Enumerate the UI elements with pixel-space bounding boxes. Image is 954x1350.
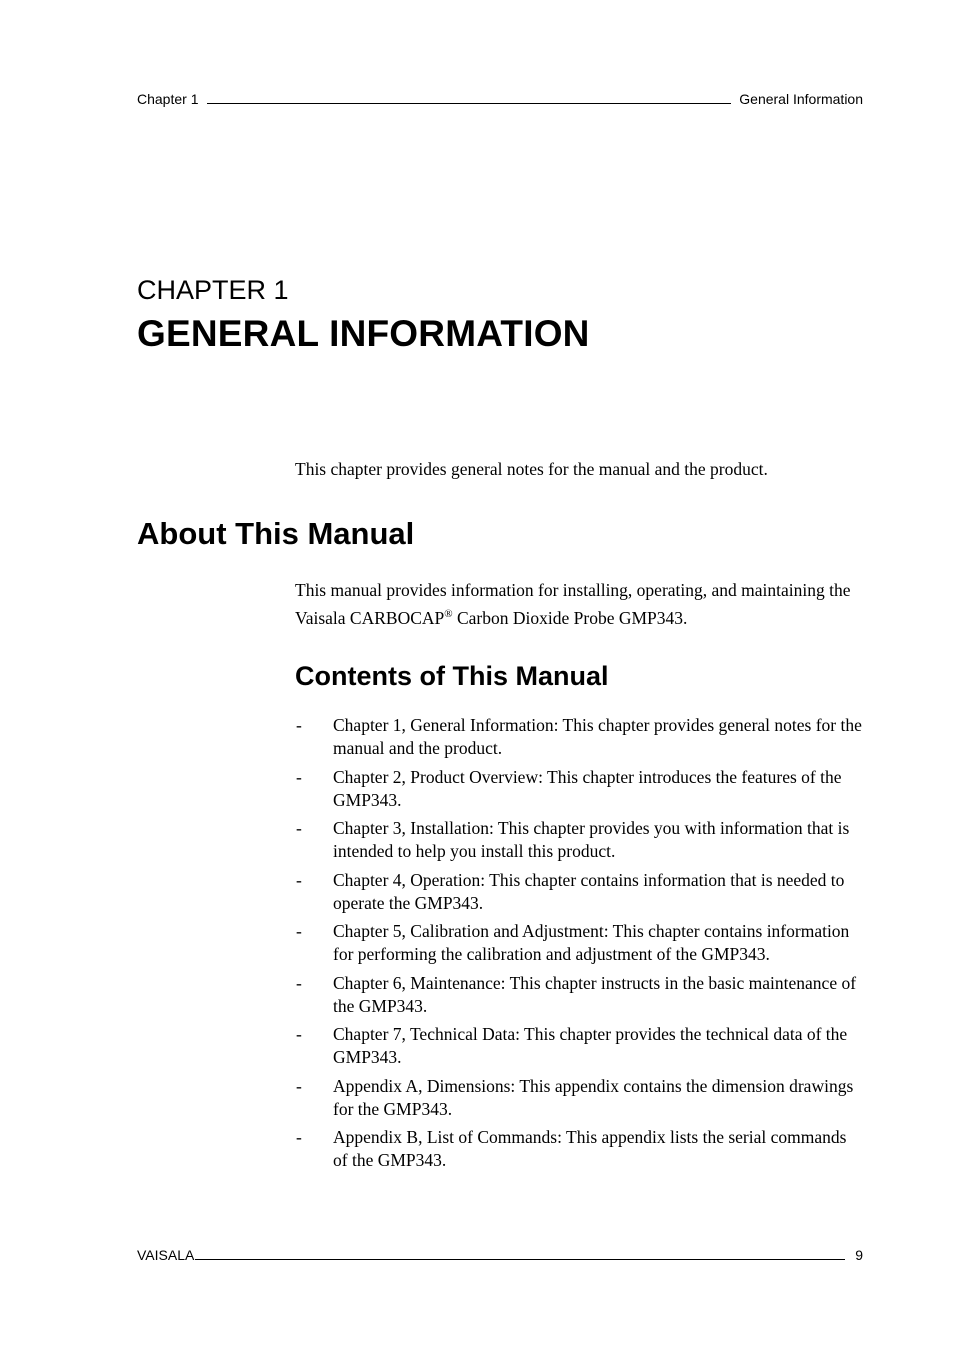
about-heading: About This Manual bbox=[137, 516, 415, 551]
header-chapter: Chapter 1 bbox=[137, 91, 199, 107]
list-bullet: - bbox=[296, 818, 302, 838]
list-item bbox=[295, 1126, 865, 1172]
list-bullet: - bbox=[296, 1075, 302, 1096]
running-header bbox=[137, 87, 863, 107]
page-number: 9 bbox=[855, 1247, 863, 1263]
running-footer bbox=[137, 1243, 863, 1263]
list-item-text: Chapter 4, Operation: This chapter contains information that is needed to operate the GMP343. bbox=[333, 869, 845, 913]
header-section: General Information bbox=[739, 91, 863, 107]
list-item-text: Chapter 7, Technical Data: This chapter provides the technical data of the GMP343. bbox=[333, 1024, 848, 1067]
list-bullet: - bbox=[296, 1024, 302, 1044]
chapter-label: CHAPTER 1 bbox=[137, 275, 289, 305]
list-item bbox=[295, 817, 865, 863]
list-bullet: - bbox=[296, 766, 302, 787]
contents-heading: Contents of This Manual bbox=[295, 661, 609, 691]
list-item bbox=[295, 972, 865, 1018]
chapter-intro: This chapter provides general notes for the manual and the product. bbox=[295, 459, 768, 479]
footer-rule bbox=[195, 1259, 845, 1260]
list-item bbox=[295, 920, 865, 966]
list-item-text: Appendix B, List of Commands: This appendix lists the serial commands of the GMP343. bbox=[333, 1127, 847, 1170]
list-item-text: Chapter 6, Maintenance: This chapter instructs in the basic maintenance of the GMP343. bbox=[333, 972, 857, 1016]
list-item-text: Chapter 5, Calibration and Adjustment: This chapter contains information for performing the calibration and adjustment of the GMP343. bbox=[333, 921, 850, 964]
footer-publisher: VAISALA bbox=[137, 1247, 195, 1263]
list-item bbox=[295, 869, 865, 915]
list-item-text: Chapter 1, General Information: This chapter provides general notes for the manual and the product. bbox=[333, 715, 862, 758]
list-item-text: Appendix A, Dimensions: This appendix contains the dimension drawings for the GMP343. bbox=[333, 1075, 854, 1119]
list-item-text: Chapter 2, Product Overview: This chapter introduces the features of the GMP343. bbox=[333, 766, 842, 810]
list-bullet: - bbox=[296, 869, 302, 890]
list-item bbox=[295, 714, 865, 760]
list-bullet: - bbox=[296, 715, 302, 735]
about-text-after: Carbon Dioxide Probe GMP343. bbox=[452, 608, 688, 628]
contents-list bbox=[295, 714, 865, 1178]
registered-mark: ® bbox=[444, 608, 453, 620]
header-rule bbox=[207, 103, 731, 104]
list-bullet: - bbox=[296, 972, 302, 993]
about-paragraph bbox=[295, 576, 863, 632]
list-item bbox=[295, 766, 865, 812]
about-text-before: This manual provides information for installing, operating, and maintaining the Vaisala CARBOCAP bbox=[295, 580, 851, 628]
list-bullet: - bbox=[296, 921, 302, 941]
list-item bbox=[295, 1075, 865, 1121]
chapter-title: GENERAL INFORMATION bbox=[137, 313, 590, 354]
list-item-text: Chapter 3, Installation: This chapter provides you with information that is intended to help you install this product. bbox=[333, 818, 850, 861]
list-bullet: - bbox=[296, 1127, 302, 1147]
list-item bbox=[295, 1023, 865, 1069]
